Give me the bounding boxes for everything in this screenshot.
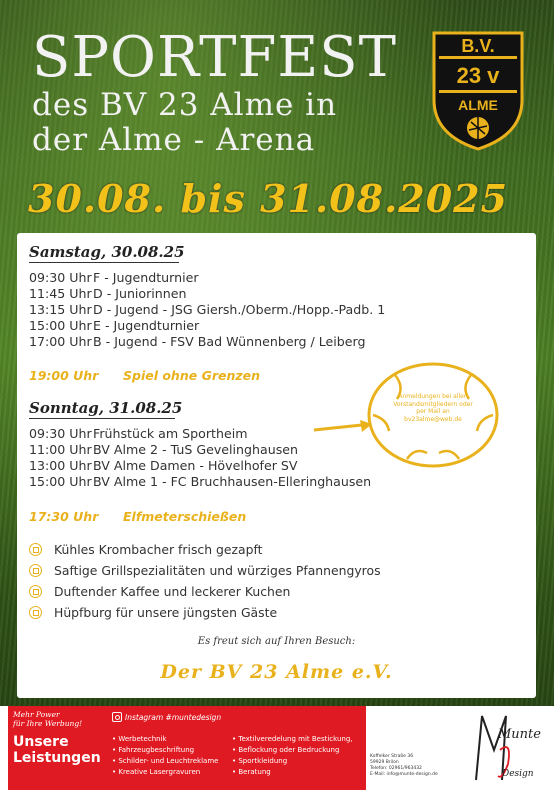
- sunday-underline: [29, 418, 175, 419]
- highlight-text: Elfmeterschießen: [123, 509, 247, 524]
- ad-power-line: für Ihre Werbung!: [13, 719, 83, 728]
- football-icon: [29, 564, 42, 577]
- event-text: E - Jugendturnier: [93, 318, 200, 333]
- event-time: 17:00 Uhr: [29, 334, 92, 349]
- ad-headline: [13, 710, 108, 766]
- football-icon: [29, 543, 42, 556]
- event-text: F - Jugendturnier: [93, 270, 199, 285]
- schedule-row: [29, 334, 385, 350]
- title-line-3: der Alme - Arena: [32, 122, 316, 158]
- event-time: 13:00 Uhr: [29, 458, 92, 473]
- event-time: 15:00 Uhr: [29, 318, 92, 333]
- schedule-row: [29, 302, 385, 318]
- sunday-highlight: [29, 509, 246, 524]
- event-dates: 30.08. bis 31.08.2025: [28, 176, 509, 221]
- crest-bottom-text: ALME: [458, 97, 498, 113]
- extra-text: Hüpfburg für unsere jüngsten Gäste: [54, 605, 278, 620]
- event-text: D - Juniorinnen: [93, 286, 187, 301]
- schedule-row: [29, 286, 385, 302]
- instagram-handle: Instagram #muntedesign: [125, 712, 222, 722]
- schedule-row: [29, 318, 385, 334]
- event-time: 09:30 Uhr: [29, 426, 92, 441]
- event-time: 11:45 Uhr: [29, 286, 92, 301]
- extra-text: Kühles Krombacher frisch gezapft: [54, 542, 263, 557]
- service-item: • Kreative Lasergravuren: [112, 767, 218, 778]
- extra-text: Duftender Kaffee und leckerer Kuchen: [54, 584, 291, 599]
- club-crest-icon: [431, 30, 525, 152]
- service-item: • Schilder- und Leuchtreklame: [112, 756, 218, 767]
- signup-note: [380, 393, 486, 423]
- address-line: Telefon: 02961/963432: [370, 766, 422, 771]
- schedule-row: [29, 458, 371, 474]
- munte-design-logo: [472, 710, 541, 782]
- signup-line: per Mail an: [416, 408, 450, 415]
- ad-leistungen: Leistungen: [13, 750, 101, 766]
- highlight-text: Spiel ohne Grenzen: [123, 368, 261, 383]
- list-item: [29, 539, 381, 560]
- ad-instagram: [112, 712, 221, 722]
- saturday-underline: [29, 262, 179, 263]
- service-item: • Sportkleidung: [232, 756, 353, 767]
- list-item: [29, 602, 381, 623]
- ad-red-panel: [8, 706, 366, 790]
- ad-contact-panel: [366, 706, 554, 790]
- signup-email: bv23alme@web.de: [404, 415, 462, 423]
- service-item: • Beflockung oder Bedruckung: [232, 745, 353, 756]
- arrow-right-icon: [314, 420, 374, 436]
- saturday-heading: Samstag, 30.08.25: [29, 243, 185, 261]
- event-text: BV Alme Damen - Hövelhofer SV: [93, 458, 298, 473]
- schedule-row: [29, 270, 385, 286]
- greeting: Es freut sich auf Ihren Besuch:: [197, 636, 356, 647]
- ad-power-line: Mehr Power: [13, 710, 60, 719]
- schedule-row: [29, 442, 371, 458]
- crest-middle-text: 23 v: [456, 63, 500, 88]
- service-item: • Werbetechnik: [112, 734, 218, 745]
- highlight-time: 17:30 Uhr: [29, 509, 99, 524]
- event-time: 15:00 Uhr: [29, 474, 92, 489]
- service-item: • Textilveredelung mit Bestickung,: [232, 734, 353, 745]
- extras-list: [29, 539, 381, 623]
- sunday-heading: Sonntag, 31.08.25: [29, 399, 183, 417]
- ad-address: [370, 754, 438, 778]
- football-icon: [29, 606, 42, 619]
- saturday-highlight: [29, 368, 260, 383]
- highlight-time: 19:00 Uhr: [29, 368, 99, 383]
- schedule-row: [29, 474, 371, 490]
- ad-services-col-2: [232, 734, 353, 778]
- sponsor-ad: [0, 706, 554, 800]
- logo-sub-text: Design: [502, 769, 534, 779]
- program-card: [17, 233, 536, 698]
- poster-title: [32, 25, 397, 158]
- logo-main-text: Munte: [498, 727, 541, 742]
- list-item: [29, 560, 381, 581]
- address-line: E-Mail: info@munte-design.de: [370, 772, 438, 777]
- signup-line: Vorstandsmitgliedern oder: [393, 400, 473, 408]
- list-item: [29, 581, 381, 602]
- instagram-icon: [112, 712, 122, 722]
- event-text: BV Alme 2 - TuS Gevelinghausen: [93, 442, 298, 457]
- event-time: 11:00 Uhr: [29, 442, 92, 457]
- saturday-schedule: [29, 270, 385, 350]
- event-time: 09:30 Uhr: [29, 270, 92, 285]
- crest-top-text: B.V.: [461, 36, 495, 56]
- address-line: Koffelker Straße 36: [370, 754, 414, 759]
- title-line-1: SPORTFEST: [32, 25, 397, 90]
- signup-line: Anmeldungen bei allen: [398, 393, 468, 400]
- service-item: • Beratung: [232, 767, 353, 778]
- address-line: 59929 Brilon: [370, 760, 399, 765]
- club-signature: Der BV 23 Alme e.V.: [160, 661, 393, 683]
- event-text: BV Alme 1 - FC Bruchhausen-Elleringhausen: [93, 474, 372, 489]
- ad-services-col-1: [112, 734, 218, 778]
- title-line-2: des BV 23 Alme in: [32, 87, 338, 123]
- event-text: D - Jugend - JSG Giersh./Oberm./Hopp.-Padb. 1: [93, 302, 386, 317]
- event-text: B - Jugend - FSV Bad Wünnenberg / Leiberg: [93, 334, 366, 349]
- event-text: Frühstück am Sportheim: [93, 426, 248, 441]
- football-icon: [29, 585, 42, 598]
- ad-unsere: Unsere: [13, 734, 69, 750]
- service-item: • Fahrzeugbeschriftung: [112, 745, 218, 756]
- event-time: 13:15 Uhr: [29, 302, 92, 317]
- extra-text: Saftige Grillspezialitäten und würziges Pfannengyros: [54, 563, 381, 578]
